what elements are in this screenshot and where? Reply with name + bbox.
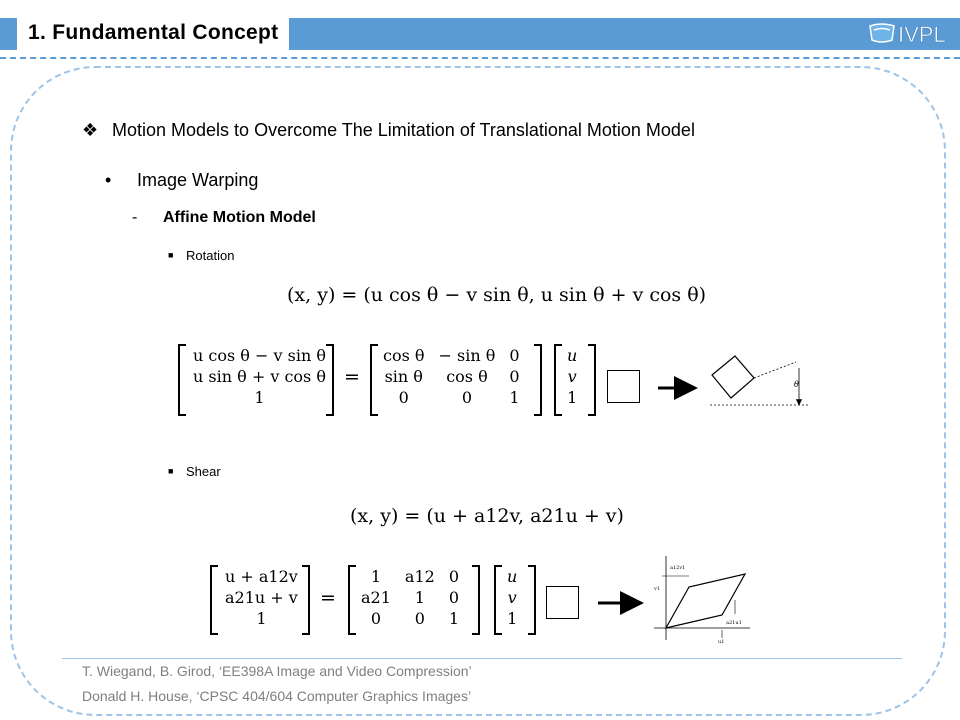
shear-equation: (x, y) = (u + a12v, a21u + v)	[350, 505, 624, 527]
lhs-cell: 1	[256, 609, 267, 628]
matrix-cell: a12	[404, 567, 435, 586]
shear-diagram	[592, 552, 752, 644]
shear-uv-vector	[500, 566, 524, 629]
bullet-text: Shear	[186, 464, 221, 479]
footer-divider	[62, 658, 902, 659]
vector-cell: u	[507, 567, 518, 586]
lhs-cell: u sin θ + v cos θ	[193, 367, 326, 386]
rotation-equation: (x, y) = (u cos θ − v sin θ, u sin θ + v cos θ)	[287, 284, 707, 306]
matrix-cell: 0	[398, 388, 409, 407]
equals-sign: =	[344, 366, 360, 388]
dash-bullet-icon: -	[132, 209, 138, 226]
matrix-cell: 0	[448, 567, 459, 586]
reference-1: T. Wiegand, B. Girod, ‘EE398A Image and Video Compression’	[82, 663, 472, 679]
reference-2: Donald H. House, ‘CPSC 404/604 Computer Graphics Images’	[82, 688, 472, 704]
header-accent-block	[0, 18, 17, 50]
bullet-affine-motion-model	[132, 209, 316, 227]
bullet-image-warping	[105, 170, 258, 191]
equals-sign: =	[320, 587, 336, 609]
lhs-cell: u + a12v	[225, 567, 298, 586]
vector-cell: 1	[567, 388, 578, 407]
shear-matrix-equation	[210, 565, 540, 635]
matrix-cell: 1	[370, 567, 382, 586]
matrix-cell: cos θ	[446, 367, 488, 386]
vector-cell: v	[567, 367, 577, 386]
bullet-text: Image Warping	[137, 170, 259, 190]
diamond-bullet-icon: ❖	[82, 120, 99, 140]
matrix-cell: sin θ	[384, 367, 423, 386]
matrix-cell: 0	[370, 609, 382, 628]
shear-lhs-vector	[218, 566, 305, 629]
shear-label-left: v1	[654, 586, 661, 592]
rotation-matrix	[376, 345, 527, 408]
page-title: 1. Fundamental Concept	[28, 21, 279, 44]
matrix-cell: 0	[509, 346, 520, 365]
shear-original-square	[546, 586, 579, 619]
matrix-cell: 1	[509, 388, 520, 407]
matrix-cell: cos θ	[383, 346, 425, 365]
rotation-original-square	[607, 370, 640, 403]
rotation-diagram	[650, 350, 815, 412]
matrix-cell: 1	[414, 588, 425, 607]
rotation-lhs-vector	[186, 345, 333, 408]
matrix-cell: a21	[361, 588, 391, 607]
bullet-shear	[168, 464, 221, 479]
bullet-rotation	[168, 248, 234, 263]
vector-cell: 1	[507, 609, 518, 628]
shear-label-bottom: u1	[718, 639, 725, 644]
logo-text: IVPL	[898, 22, 946, 47]
dot-bullet-icon: •	[105, 170, 112, 190]
rotation-uv-vector	[560, 345, 584, 408]
lhs-cell: 1	[254, 388, 265, 407]
vector-cell: u	[567, 346, 578, 365]
lhs-cell: u cos θ − v sin θ	[193, 346, 326, 365]
bullet-motion-models	[82, 120, 695, 141]
matrix-cell: 0	[448, 588, 459, 607]
vector-cell: v	[507, 588, 517, 607]
bullet-text: Rotation	[186, 248, 235, 263]
header-bar	[289, 18, 960, 50]
header-divider	[0, 57, 960, 59]
shear-label-top: a12v1	[670, 565, 686, 571]
rotation-matrix-equation	[178, 344, 598, 416]
shear-label-right: a21u1	[726, 620, 742, 626]
logo-mark-icon	[870, 24, 894, 42]
ivpl-logo	[868, 20, 958, 48]
lhs-cell: a21u + v	[225, 588, 298, 607]
matrix-cell: 0	[509, 367, 520, 386]
theta-label: θ	[794, 380, 799, 389]
matrix-cell: 0	[461, 388, 473, 407]
square-bullet-icon: ■	[168, 250, 174, 260]
matrix-cell: 0	[414, 609, 425, 628]
rotated-square	[712, 356, 754, 398]
matrix-cell: 1	[448, 609, 459, 628]
bullet-text: Affine Motion Model	[163, 209, 316, 226]
square-bullet-icon: ■	[168, 466, 174, 476]
bullet-text: Motion Models to Overcome The Limitation of Translational Motion Model	[112, 120, 695, 140]
matrix-cell: − sin θ	[438, 346, 496, 365]
shear-matrix	[354, 566, 466, 629]
